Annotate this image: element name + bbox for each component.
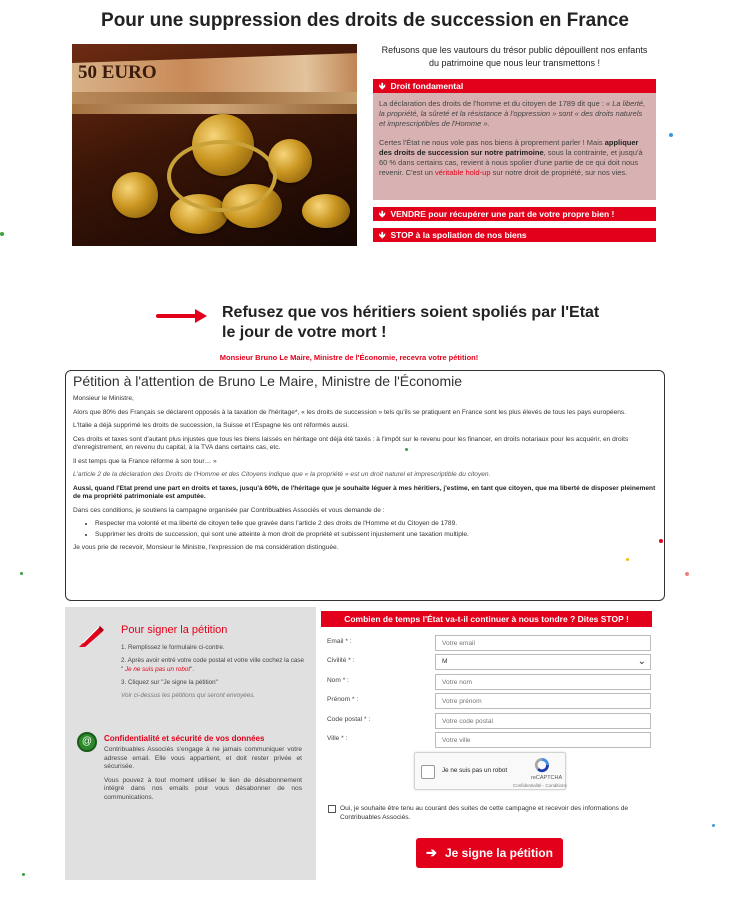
accordion-paragraph — [379, 99, 650, 129]
civility-select[interactable] — [435, 654, 651, 670]
headline: Refusez que vos héritiers soient spoliés par l'Etat le jour de votre mort ! — [222, 304, 600, 341]
accordion-item-stop[interactable] — [373, 228, 656, 242]
privacy-paragraph: Contribuables Associés s'engage à ne jamais communiquer votre adresse email. Elle vous appartient, et doit rester privée et sécurisée. — [104, 746, 302, 770]
quote-text: « La liberté, la propriété, la sûreté et la résistance à l'oppression » sont « des droits naturels et imprescriptibles de l'Homme ». — [379, 99, 646, 128]
highlight-text: Je ne suis pas un robot — [123, 666, 191, 673]
accordion-label: Droit fondamental — [390, 81, 464, 91]
select-value: M — [442, 658, 448, 665]
info-column — [373, 44, 656, 242]
privacy-text — [104, 746, 302, 807]
petition-title: Pétition à l'attention de Bruno Le Maire, Ministre de l'Économie — [73, 373, 462, 389]
petition-paragraph: Ces droits et taxes sont d'autant plus injustes que tous les biens laissés en héritage ont déjà été taxés : à l'impôt sur le revenu pour les financer, en droits notariaux pour les acquérir, en droits d'enregistrement, en revenu du capital, à la TVA dans certains cas, etc. — [73, 435, 629, 451]
highlight-text: véritable hold-up — [435, 168, 491, 177]
field-label: Civilité * : — [327, 657, 355, 664]
field-label: Nom * : — [327, 677, 349, 684]
text: La déclaration des droits de l'homme et du citoyen de 1789 dit que : — [379, 99, 606, 108]
postal-code-field[interactable] — [435, 713, 651, 729]
petition-closing: Je vous prie de recevoir, Monsieur le Ministre, l'expression de ma considération distinguée. — [73, 544, 339, 551]
howto-step: 3. Cliquez sur "Je signe la pétition" — [121, 679, 218, 686]
shield-icon: @ — [77, 732, 97, 752]
arrow-right-icon: ➔ — [426, 845, 437, 860]
red-arrow-head-icon — [195, 309, 207, 323]
postal-code-row — [327, 713, 651, 729]
accordion-paragraph — [379, 138, 650, 178]
accordion-label: VENDRE pour récupérer une part de votre propre bien ! — [390, 209, 615, 219]
howto-step: 1. Remplissez le formulaire ci-contre. — [121, 644, 225, 651]
optin-checkbox[interactable] — [328, 805, 336, 813]
optin-checkbox-row[interactable] — [328, 804, 654, 822]
recaptcha-privacy-link[interactable]: Confidentialité - Conditions — [513, 783, 567, 788]
firstname-field[interactable] — [435, 693, 651, 709]
arrow-down-icon: 🡻 — [379, 209, 386, 219]
chevron-down-icon: ⌄ — [637, 656, 646, 667]
decor-dot — [685, 572, 689, 576]
pencil-icon — [77, 621, 105, 649]
headline-subtitle: Monsieur Bruno Le Maire, Ministre de l'Économie, recevra votre pétition! — [219, 353, 479, 362]
text: , sous la contrainte, et jusqu'à 60 % dans certains cas, revient à nous spolier d'une partie de ce qui doit nous revenir. C'est un — [379, 148, 643, 177]
petition-body — [73, 395, 657, 553]
recaptcha-label: Je ne suis pas un robot — [442, 767, 508, 774]
petition-paragraph: L'article 2 de la déclaration des Droits de l'Homme et des Citoyens indique que « la propriété » est un droit naturel et imprescriptible du citoyen. — [73, 471, 491, 478]
text: 2. Après avoir entré votre code postal et votre ville cochez la case " — [121, 657, 305, 673]
petition-demands — [95, 520, 657, 539]
accordion-item-vendre[interactable] — [373, 207, 656, 221]
howto-panel — [65, 607, 316, 880]
accordion-content — [373, 93, 656, 200]
decor-dot — [669, 133, 673, 137]
accordion-label: STOP à la spoliation de nos biens — [390, 230, 527, 240]
signature-form — [316, 607, 664, 880]
recaptcha-checkbox[interactable] — [421, 765, 435, 779]
accordion-item-droit-fondamental[interactable] — [373, 79, 656, 93]
text: Certes l'État ne nous vole pas nos biens à proprement parler ! Mais — [379, 138, 605, 147]
money-image — [72, 44, 357, 246]
city-field[interactable] — [435, 732, 651, 748]
recaptcha-widget — [414, 752, 566, 790]
petition-box — [65, 370, 665, 601]
optin-label: Oui, je souhaite être tenu au courant des suites de cette campagne et recevoir des informations de Contribuables Associés. — [340, 805, 629, 821]
coin — [302, 194, 350, 228]
petition-salutation: Monsieur le Ministre, — [73, 395, 134, 402]
red-arrow-icon — [156, 314, 200, 318]
banknote-label: 50 EURO — [78, 62, 157, 83]
privacy-title: Confidentialité et sécurité de vos données — [104, 734, 265, 743]
field-label: Prénom * : — [327, 696, 359, 703]
field-label: Ville * : — [327, 735, 348, 742]
petition-paragraph: Aussi, quand l'Etat prend une part en droits et taxes, jusqu'à 60%, de l'héritage que je souhaite léguer à mes héritiers, j'estime, en tant que citoyen, que ma liberté de disposer pleinement de ma propriété patrimoniale est amputée. — [73, 484, 656, 500]
decor-dot — [0, 232, 4, 236]
howto-title: Pour signer la pétition — [121, 624, 228, 636]
page-title: Pour une suppression des droits de succession en France — [101, 10, 629, 31]
howto-note: Voir ci-dessus les pétitions qui seront envoyées. — [121, 692, 256, 699]
recaptcha-logo-icon — [533, 757, 551, 773]
petition-paragraph: L'Italie a déjà supprimé les droits de succession, la Suisse et l'Espagne les ont réformés aussi. — [73, 422, 349, 429]
recaptcha-brand: reCAPTCHA — [531, 775, 563, 781]
list-item: • Respecter ma volonté et ma liberté de citoyen telle que gravée dans l'article 2 des droits de l'Homme et du Citoyen de 1789. — [95, 520, 657, 529]
banknote — [72, 104, 357, 114]
decor-dot — [22, 873, 25, 876]
field-label: Email * : — [327, 638, 352, 645]
arrow-down-icon: 🡻 — [379, 81, 386, 91]
howto-step — [121, 656, 307, 674]
decor-dot — [20, 572, 23, 575]
coin — [112, 172, 158, 218]
text: sur notre droit de propriété, sur nos vies. — [490, 168, 628, 177]
sign-petition-button[interactable] — [416, 838, 563, 868]
submit-label: Je signe la pétition — [444, 846, 553, 860]
lastname-field[interactable] — [435, 674, 651, 690]
intro-text: Refusons que les vautours du trésor public dépouillent nos enfants du patrimoine que nous leur transmettons ! — [381, 45, 648, 68]
arrow-down-icon: 🡻 — [379, 230, 386, 240]
email-row — [327, 635, 651, 651]
petition-paragraph: Dans ces conditions, je soutiens la campagne organisée par Contribuables Associés et vous demande de : — [73, 506, 385, 514]
decor-dot — [712, 824, 715, 827]
list-item: • Supprimer les droits de succession, qui sont une atteinte à mon droit de propriété et subissent injustement une taxation multiple. — [95, 531, 657, 540]
howto-steps — [121, 643, 307, 704]
petition-paragraph: Alors que 80% des Français se déclarent opposés à la taxation de l'héritage*, « les droits de succession » tels qu'ils se pratiquent en France sont les plus élevés de tous les pays européens. — [73, 408, 627, 416]
text: ". — [190, 666, 195, 673]
firstname-row — [327, 693, 651, 709]
field-label: Code postal * : — [327, 716, 371, 723]
bold-text: appliquer des droits de succession sur notre patrimoine — [379, 138, 639, 157]
form-title: Combien de temps l'État va-t-il continuer à nous tondre ? Dites STOP ! — [321, 611, 652, 627]
email-field[interactable] — [435, 635, 651, 651]
privacy-paragraph: Vous pouvez à tout moment utiliser le lien de désabonnement intégré dans nos emails pour vous désabonner de nos communications. — [104, 776, 302, 801]
city-row — [327, 732, 651, 748]
petition-paragraph: Il est temps que la France réforme à son tour… » — [73, 457, 217, 465]
lastname-row — [327, 674, 651, 690]
ring — [167, 140, 277, 212]
civility-row — [327, 654, 651, 670]
